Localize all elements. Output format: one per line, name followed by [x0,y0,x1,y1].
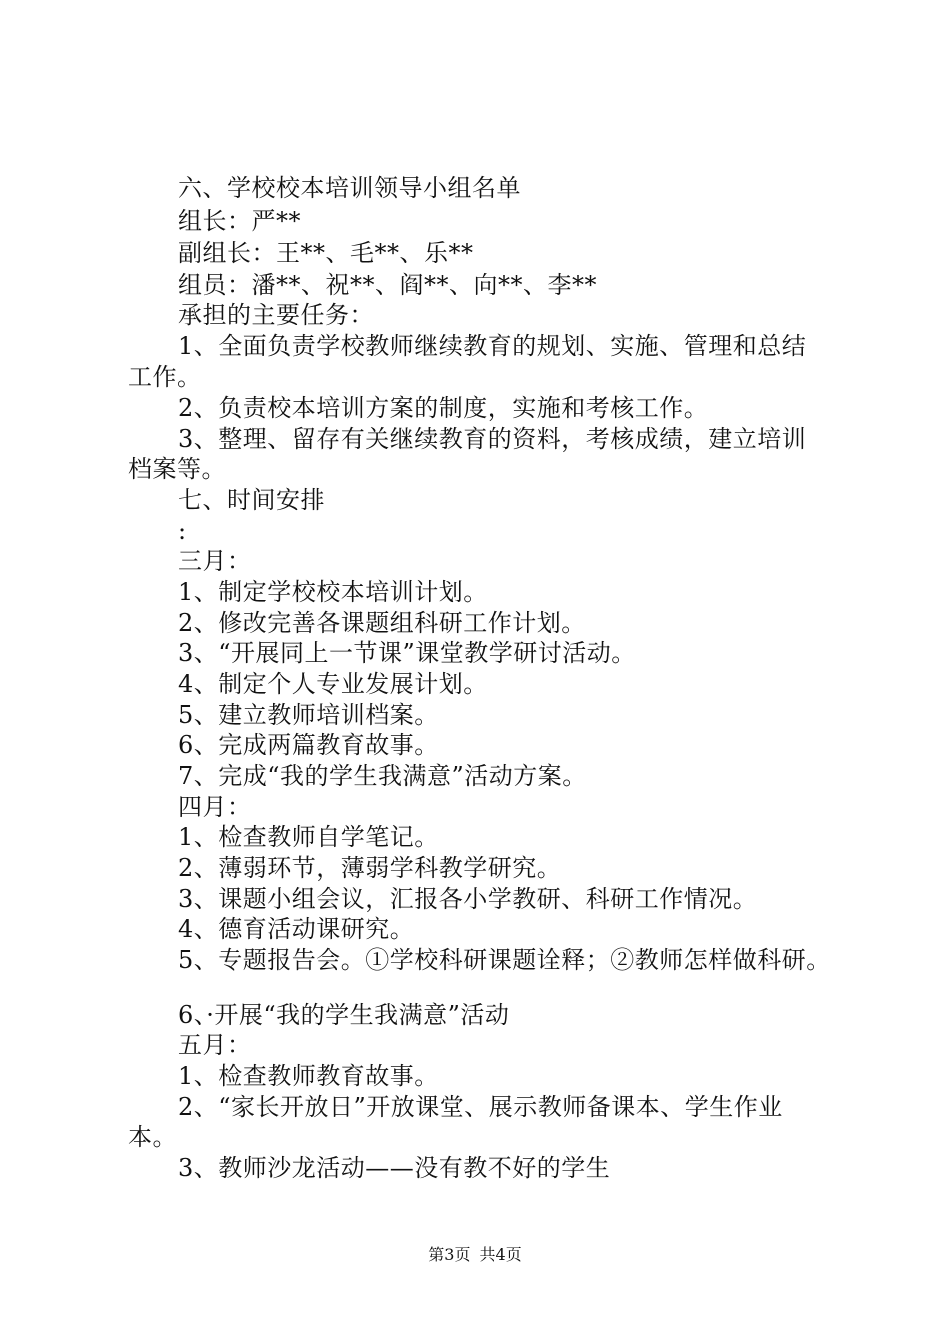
text-line: 组员：潘**、祝**、阎**、向**、李** [178,271,597,299]
text-line: 2、“家长开放日”开放课堂、展示教师备课本、学生作业 [178,1093,783,1121]
month-heading-march: 三月： [178,547,252,575]
page-number: 第3页 [428,1245,471,1264]
text-line-continued: 本。 [128,1123,177,1151]
page-footer [0,1245,950,1265]
text-line: : [178,517,187,545]
text-line: 5、专题报告会。①学校科研课题诠释；②教师怎样做科研。 [178,946,831,974]
text-line: 副组长：王**、毛**、乐** [178,239,474,267]
text-line: 2、负责校本培训方案的制度，实施和考核工作。 [178,394,709,422]
text-line: 承担的主要任务： [178,301,374,329]
section-heading-leadership: 六、学校校本培训领导小组名单 [178,174,521,202]
text-line: 1、制定学校校本培训计划。 [178,578,488,606]
text-line: 6、·开展“我的学生我满意”活动 [178,1001,510,1029]
month-heading-may: 五月： [178,1031,252,1059]
text-line: 6、完成两篇教育故事。 [178,731,439,759]
section-heading-schedule: 七、时间安排 [178,486,325,514]
text-line: 2、薄弱环节，薄弱学科教学研究。 [178,854,562,882]
month-heading-april: 四月： [178,793,252,821]
text-line: 2、修改完善各课题组科研工作计划。 [178,609,586,637]
text-line-continued: 工作。 [128,363,202,391]
text-line: 组长：严** [178,207,301,235]
text-line: 3、教师沙龙活动——没有教不好的学生 [178,1154,611,1182]
page-total: 共4页 [479,1245,522,1264]
text-line: 3、课题小组会议，汇报各小学教研、科研工作情况。 [178,885,758,913]
text-line: 3、整理、留存有关继续教育的资料，考核成绩，建立培训 [178,425,807,453]
text-line-continued: 档案等。 [128,455,226,483]
text-line: 1、检查教师自学笔记。 [178,823,439,851]
text-line: 7、完成“我的学生我满意”活动方案。 [178,762,587,790]
text-line: 4、德育活动课研究。 [178,915,415,943]
text-line: 1、检查教师教育故事。 [178,1062,439,1090]
text-line: 1、全面负责学校教师继续教育的规划、实施、管理和总结 [178,332,807,360]
text-line: 4、制定个人专业发展计划。 [178,670,488,698]
text-line: 5、建立教师培训档案。 [178,701,439,729]
text-line: 3、“开展同上一节课”课堂教学研讨活动。 [178,639,636,667]
